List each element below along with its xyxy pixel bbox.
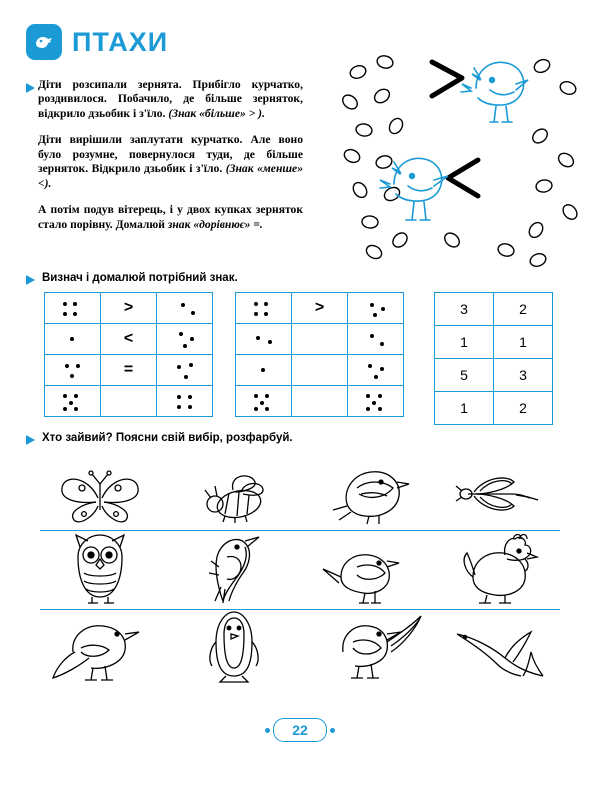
table-row	[45, 386, 213, 417]
number-cell-right: 3	[494, 359, 553, 392]
dot-group-2	[236, 324, 291, 354]
table-row	[45, 324, 213, 355]
dot-group-3	[45, 355, 100, 385]
dot-cell-left	[45, 386, 101, 417]
task-2-label: Визнач і домалюй потрібний знак.	[42, 272, 238, 284]
bird-badge-icon	[26, 24, 62, 60]
dot-cell-left	[236, 355, 292, 386]
woodpecker-icon[interactable]	[173, 531, 293, 605]
page-header	[26, 24, 168, 60]
task-3-label: Хто зайвий? Поясни свій вибір, розфарбуй.	[42, 432, 293, 444]
intro-p3-italic: знак «дорівнює» =.	[167, 217, 263, 231]
triangle-bullet-icon	[26, 275, 35, 285]
penguin-icon[interactable]	[173, 610, 293, 684]
comparison-grids	[44, 292, 553, 425]
page-title: ПТАХИ	[72, 26, 169, 57]
number-cell-left: 1	[435, 326, 494, 359]
dot-group-4	[157, 386, 212, 416]
sign-cell[interactable]: <	[101, 324, 157, 355]
dot-group-3	[348, 293, 403, 323]
dot-group-1	[236, 355, 291, 385]
dot-group-3	[157, 355, 212, 385]
dot-group-5	[236, 386, 291, 416]
table-row	[435, 326, 553, 359]
butterfly-icon[interactable]	[40, 452, 160, 526]
table-row	[45, 293, 213, 324]
sign-cell[interactable]: >	[101, 293, 157, 324]
table-row	[45, 355, 213, 386]
owl-icon[interactable]	[40, 531, 160, 605]
dot-group-4	[236, 293, 291, 323]
magpie-icon[interactable]	[307, 610, 427, 684]
dot-cell-right	[348, 386, 404, 417]
table-row	[236, 293, 404, 324]
hen-icon[interactable]	[440, 531, 560, 605]
intro-paragraph-2	[38, 133, 303, 191]
animal-row-1	[40, 452, 560, 531]
dot-group-3	[157, 324, 212, 354]
dot-group-5	[348, 386, 403, 416]
flying-bird-icon[interactable]	[307, 452, 427, 526]
intro-text	[38, 78, 303, 244]
seeds-and-chicks-illustration	[330, 44, 580, 274]
number-cell-right: 2	[494, 293, 553, 326]
small-bird-icon[interactable]	[307, 531, 427, 605]
task-bullet-1	[26, 80, 35, 93]
number-cell-left: 3	[435, 293, 494, 326]
dot-cell-right	[157, 355, 213, 386]
sign-cell[interactable]: >	[292, 293, 348, 324]
intro-paragraph-1	[38, 78, 303, 121]
intro-p2-text: Діти вирішили заплутати курчатко. Але воно було розумне, повернулося туди, де більше зерняток. Відкрило дзьобик і з'їло.	[38, 133, 303, 176]
dot-cell-left	[236, 324, 292, 355]
triangle-bullet-icon	[26, 435, 35, 445]
dragonfly-icon[interactable]	[440, 452, 560, 526]
dot-cell-right	[348, 355, 404, 386]
dot-cell-right	[348, 293, 404, 324]
intro-p3-text: А потім подув вітерець, і у двох купках зерняток стало порівну. Домалюй	[38, 203, 303, 231]
dot-group-2	[348, 324, 403, 354]
dot-cell-right	[157, 293, 213, 324]
dot-cell-left	[236, 293, 292, 324]
table-row	[236, 386, 404, 417]
intro-p1-text: Діти розсипали зернята. Прибігло курчатко, роздивилося. Побачило, де більше зерняток, відкрило дзьобик і з'їло.	[38, 78, 303, 120]
dot-cell-right	[157, 386, 213, 417]
table-row	[435, 293, 553, 326]
intro-p1-italic: (Знак «більше» > ).	[168, 106, 265, 120]
dot-group-4	[45, 293, 100, 323]
animal-row-2	[40, 531, 560, 610]
triangle-bullet-icon	[26, 83, 35, 93]
number-cell-right: 2	[494, 392, 553, 425]
intro-p2-italic: (Знак «менше» <).	[38, 162, 303, 190]
intro-paragraph-3	[38, 203, 303, 232]
table-row	[236, 355, 404, 386]
table-row	[435, 359, 553, 392]
sign-cell[interactable]	[292, 355, 348, 386]
number-cell-left: 1	[435, 392, 494, 425]
page-number: 22	[273, 718, 327, 742]
dot-group-3	[348, 355, 403, 385]
dot-cell-left	[236, 386, 292, 417]
number-cell-left: 5	[435, 359, 494, 392]
table-row	[435, 392, 553, 425]
sign-cell[interactable]: =	[101, 355, 157, 386]
grid-middle	[235, 292, 404, 417]
dot-cell-left	[45, 293, 101, 324]
dot-group-1	[45, 324, 100, 354]
sign-cell[interactable]	[292, 386, 348, 417]
dot-group-2	[157, 293, 212, 323]
dot-cell-right	[348, 324, 404, 355]
grid-left	[44, 292, 213, 417]
number-cell-right: 1	[494, 326, 553, 359]
sign-cell[interactable]	[292, 324, 348, 355]
task-2	[26, 272, 238, 285]
animal-rows	[40, 452, 560, 688]
dot-cell-left	[45, 324, 101, 355]
dot-cell-left	[45, 355, 101, 386]
sign-cell[interactable]	[101, 386, 157, 417]
dot-group-5	[45, 386, 100, 416]
task-3	[26, 432, 293, 445]
table-row	[236, 324, 404, 355]
bee-icon[interactable]	[173, 452, 293, 526]
animal-row-3	[40, 610, 560, 688]
dot-cell-right	[157, 324, 213, 355]
swallow-icon[interactable]	[440, 610, 560, 684]
grid-numbers	[434, 292, 553, 425]
crow-icon[interactable]	[40, 610, 160, 684]
